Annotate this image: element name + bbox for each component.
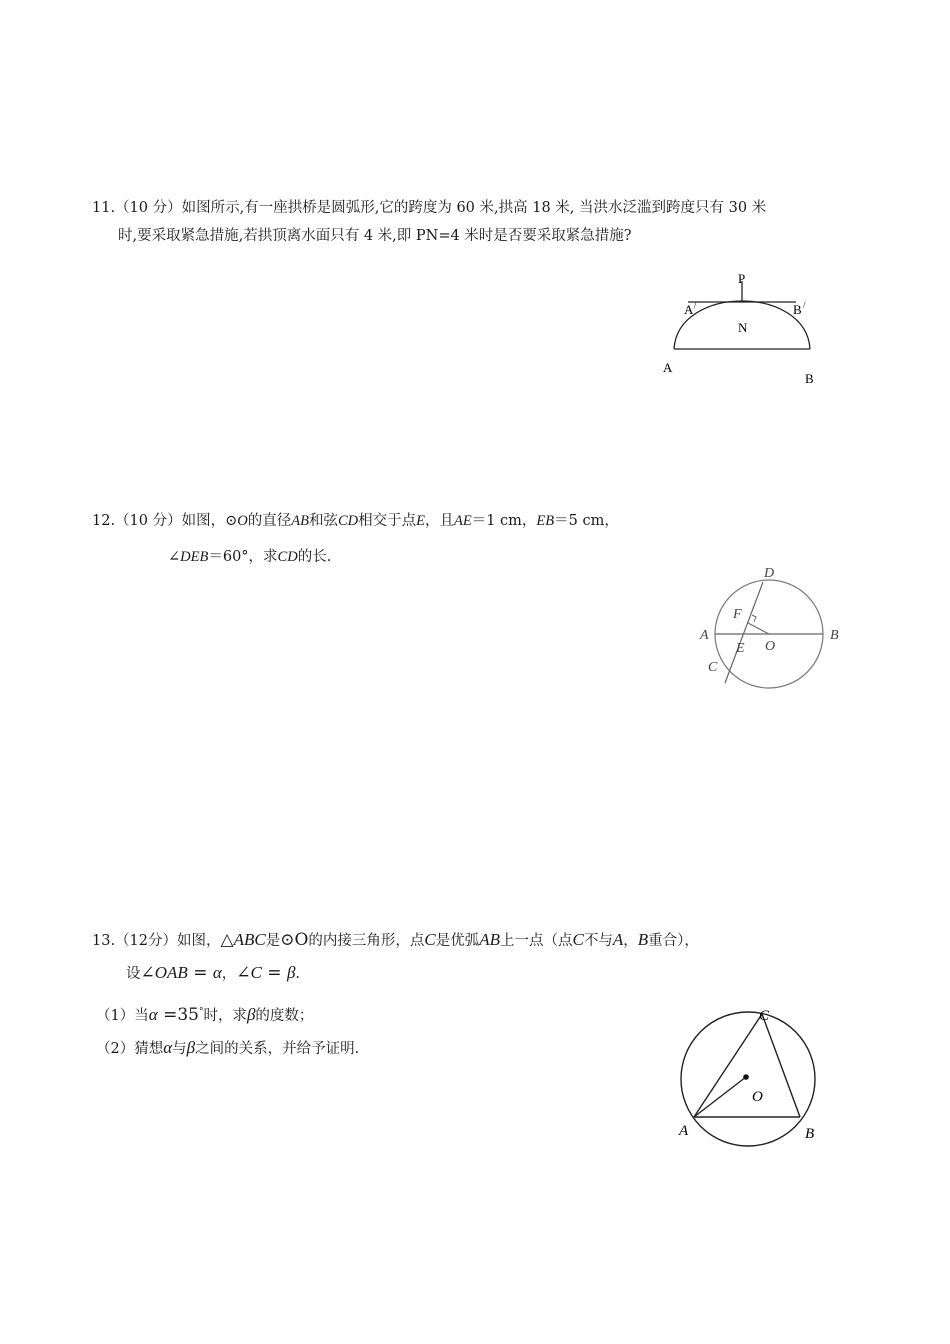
q12-text: 的长. [297, 549, 332, 565]
q13-label-o: O [752, 1089, 763, 1105]
q13-label-a: A [679, 1123, 689, 1139]
q12-label-f: F [733, 607, 742, 622]
q12-label-e: E [736, 641, 745, 656]
q13-text: （2）猜想 [96, 1041, 164, 1057]
q13-a: A [612, 930, 624, 949]
q12-eb: EB [536, 513, 555, 529]
q12-text: ＝5 cm， [554, 513, 619, 529]
q12-angle-deb: ∠DEB [168, 549, 209, 565]
q13-b: B [637, 930, 649, 949]
q12-label-c: C [708, 660, 718, 675]
q13-label-c: C [759, 1008, 770, 1024]
q13-text: 时，求 [203, 1007, 247, 1024]
q13-degree: ° [198, 1007, 204, 1017]
q11-label-a-prime-mark: / [694, 300, 697, 310]
q13-alpha: α [212, 963, 222, 982]
q13-text: . [295, 966, 301, 982]
q12-text: ，且 [424, 513, 454, 529]
q12-label-d: D [764, 566, 775, 581]
q12-text: 相交于点 [358, 513, 417, 529]
q13-text: ， [221, 966, 237, 982]
q11-line1: 11.（10 分）如图所示,有一座拱桥是圆弧形,它的跨度为 60 米,拱高 18 米, 当洪水泛滥到跨度只有 30 米 [92, 200, 767, 216]
q13-abc: ABC [233, 930, 266, 949]
q12-label-o: O [765, 639, 776, 654]
q13-text: （1）当 [96, 1007, 149, 1024]
q13-beta: β [246, 1004, 256, 1024]
q13-text: 的内接三角形，点 [308, 933, 425, 949]
q13-part2 [96, 1038, 359, 1059]
q11-label-b-prime-mark: / [803, 300, 806, 310]
q12-e: E [416, 513, 425, 529]
q13-triangle-symbol: △ [220, 930, 234, 950]
q12-label-b: B [830, 628, 839, 643]
q13-angle-c: ∠C [236, 963, 262, 982]
q13-alpha: α [163, 1038, 173, 1057]
q13-number: 13.（12分）如图， [92, 933, 221, 949]
q12-ab: AB [291, 513, 309, 529]
q12-text: ＝60°，求 [208, 549, 278, 565]
q12-line1 [92, 511, 619, 531]
q11-label-p: P [738, 271, 746, 286]
q11-label-n: N [738, 320, 748, 335]
q13-text: 与 [172, 1041, 187, 1057]
q13-text: 上一点（点 [500, 933, 573, 949]
q13-text: ， [623, 933, 638, 949]
q13-text: 是 [265, 933, 281, 949]
q13-label-b: B [805, 1126, 815, 1142]
q13-circle-o: ⊙O [280, 930, 309, 950]
q13-beta: β [186, 1038, 196, 1057]
q13-angle-oab: ∠OAB [140, 963, 188, 982]
q13-value: =35 [157, 1004, 199, 1025]
q12-text: 的直径 [247, 513, 292, 529]
q13-text: 是优弧 [435, 933, 480, 949]
q13-line1 [92, 930, 699, 951]
q12-cd: CD [277, 549, 298, 565]
q12-text: 和弦 [308, 513, 338, 529]
q13-text: 不与 [583, 933, 613, 949]
q13-text: 的度数； [255, 1007, 314, 1024]
q13-text: 重合）， [648, 933, 699, 949]
q13-alpha: α [148, 1004, 158, 1024]
q13-inscribed-triangle-figure [672, 1000, 832, 1150]
q12-text: ＝1 cm， [471, 513, 537, 529]
q12-ae: AE [453, 513, 472, 529]
q12-circle-o: ⊙O [225, 513, 248, 529]
q11-label-a: A [663, 360, 673, 375]
q11-arch-bridge-figure [660, 265, 830, 395]
q11-label-b: B [805, 371, 814, 386]
q13-equals: = [187, 963, 213, 983]
q13-c: C [572, 930, 584, 949]
q12-circle-figure [695, 562, 855, 692]
q13-equals: = [261, 963, 287, 983]
q11-line2: 时,要采取紧急措施,若拱顶离水面只有 4 米,即 PN=4 米时是否要采取紧急措施? [118, 228, 632, 244]
q12-number: 12.（10 分）如图， [92, 513, 226, 529]
q13-text: 设 [126, 966, 141, 982]
q12-label-a: A [700, 628, 709, 643]
q13-ab: AB [479, 930, 501, 949]
q11-label-a-prime: A [684, 302, 694, 317]
q13-beta: β [286, 963, 296, 982]
q12-line2 [168, 547, 331, 567]
q13-part1 [96, 1002, 313, 1026]
q13-text: 之间的关系，并给予证明. [195, 1041, 360, 1057]
q12-cd: CD [337, 513, 359, 529]
q11-label-b-prime: B [793, 302, 802, 317]
q13-c: C [424, 930, 436, 949]
q13-line2 [126, 963, 300, 984]
